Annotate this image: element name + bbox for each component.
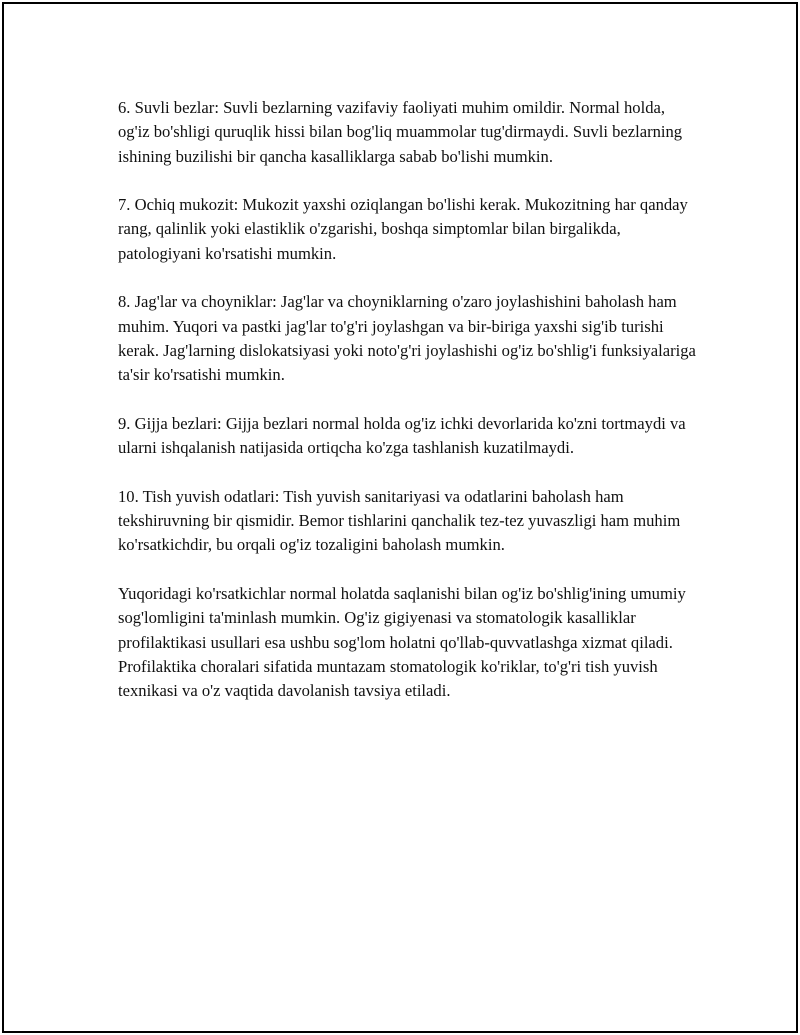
paragraph-conclusion: Yuqoridagi ko'rsatkichlar normal holatda saqlanishi bilan og'iz bo'shlig'ining umumiy sog'lomligini ta'minlash mumkin. Og'iz gigiyenasi va stomatologik kasalliklar profilaktikasi usullari esa ushbu sog'lom holatni qo'llab-quvvatlashga xizmat qiladi. Profilaktika choralari sifatida muntazam stomatologik ko'riklar, to'g'ri tish yuvish texnikasi va o'z vaqtida davolanish tavsiya etiladi. bbox=[118, 583, 686, 701]
paragraph-glands: 9. Gijja bezlari: Gijja bezlari normal holda og'iz ichki devorlarida ko'zni tortmaydi va ularni ishqalanish natijasida ortiqcha ko'zga tashlanish kuzatilmaydi. bbox=[118, 413, 686, 458]
paragraph-jaws: 8. Jag'lar va choyniklar: Jag'lar va choyniklarning o'zaro joylashishini baholash ham muhim. Yuqori va pastki jag'lar to'g'ri joylashgan va bir-biriga yaxshi sig'ib turishi kerak. Jag'larning dislokatsiyasi yoki noto'g'ri joylashishi og'iz bo'shlig'i funksiyalariga ta'sir ko'rsatishi mumkin. bbox=[118, 292, 696, 385]
paragraph-mucositis: 7. Ochiq mukozit: Mukozit yaxshi oziqlangan bo'lishi kerak. Mukozitning har qanday rang, qalinlik yoki elastiklik o'zgarishi, boshqa simptomlar bilan birgalikda, patologiyani ko'rsatishi mumkin. bbox=[118, 195, 688, 263]
paragraph-salivary-glands: 6. Suvli bezlar: Suvli bezlarning vazifaviy faoliyati muhim omildir. Normal holda, og'iz bo'shligi quruqlik hissi bilan bog'liq muammolar tug'dirmaydi. Suvli bezlarning ishining buzilishi bir qancha kasalliklarga sabab bo'lishi mumkin. bbox=[118, 98, 683, 166]
paragraph-brushing-habits: 10. Tish yuvish odatlari: Tish yuvish sanitariyasi va odatlarini baholash ham tekshiruvning bir qismidir. Bemor tishlarini qanchalik tez-tez yuvaszligi ham muhim ko'rsatkichdir, bu orqali og'iz tozaligini baholash mumkin. bbox=[118, 486, 681, 555]
document-page bbox=[2, 2, 798, 1033]
document-body bbox=[118, 96, 698, 728]
